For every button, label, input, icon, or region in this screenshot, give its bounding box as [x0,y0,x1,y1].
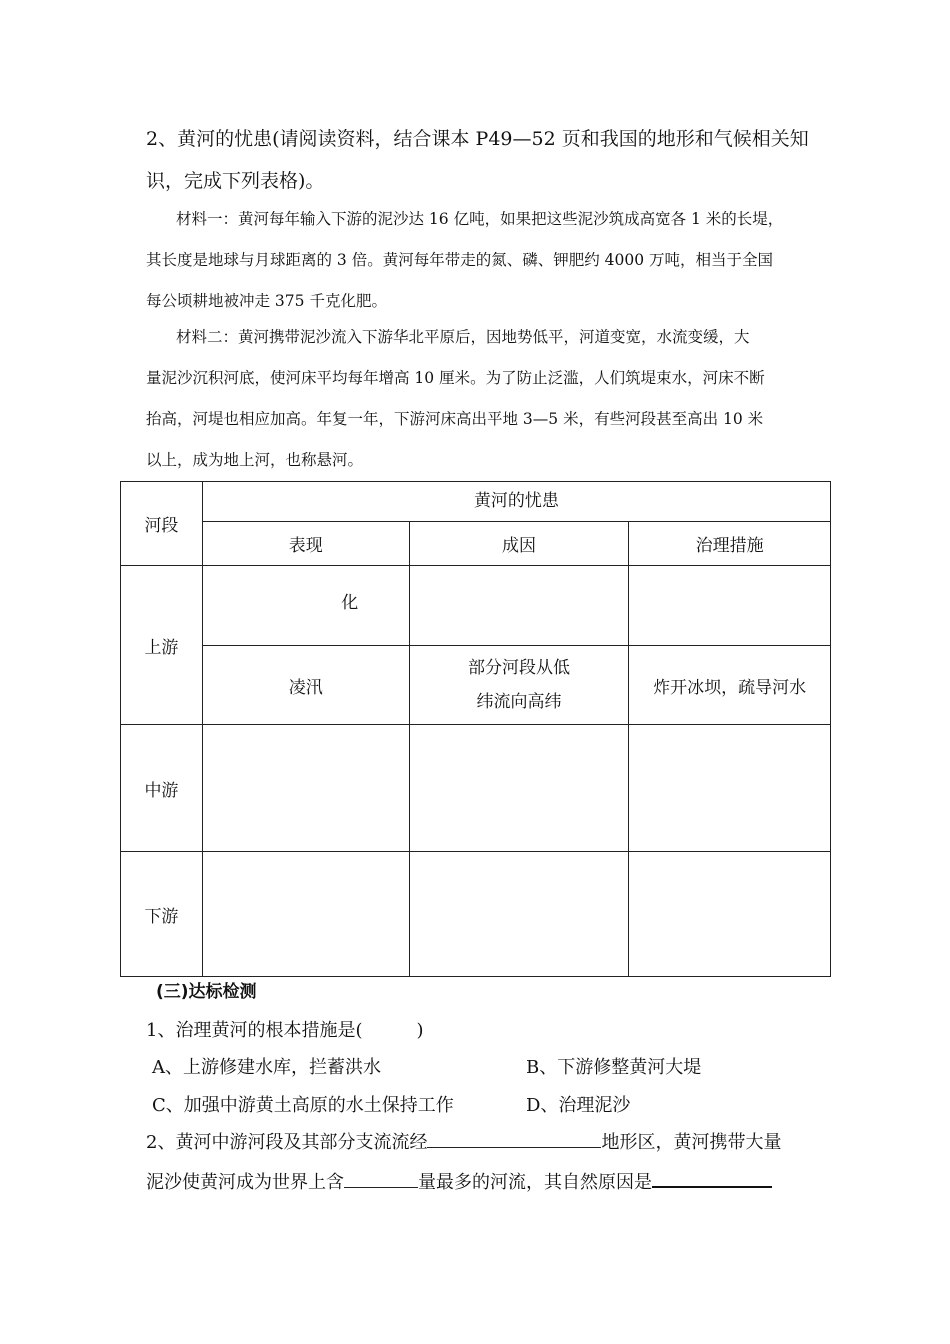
q1-option-c[interactable]: C、加强中游黄土高原的水土保持工作 [152,1095,454,1116]
upper-row1-measure[interactable] [629,566,831,646]
header-section: 河段 [121,482,203,566]
lower-manifestation[interactable] [202,852,409,977]
upper-row2-measure: 炸开冰坝，疏导河水 [629,646,831,725]
upper-row1-manifestation-text: 化 [341,593,359,613]
material2-line1: 材料二：黄河携带泥沙流入下游华北平原后，因地势低平，河道变宽，水流变缓，大 [176,328,750,346]
q1-stem: 1、治理黄河的根本措施是( ) [146,1020,424,1041]
question2-title-line2: 识，完成下列表格)。 [146,170,325,192]
upper-row2-manifestation: 凌汛 [202,646,409,725]
q2-blank-reason[interactable] [652,1168,772,1188]
q2-blank-landform[interactable] [427,1129,601,1148]
material1-line2: 其长度是地球与月球距离的 3 倍。黄河每年带走的氮、磷、钾肥约 4000 万吨，相当于全国 [146,251,774,269]
upper-row2-cause-line1: 部分河段从低 [467,658,570,678]
q2-part4: 量最多的河流，其自然原因是 [418,1172,652,1193]
q1-option-b[interactable]: B、下游修整黄河大堤 [526,1057,702,1078]
row-label-lower: 下游 [121,852,203,977]
lower-cause[interactable] [409,852,629,977]
q2-line1 [146,1128,781,1154]
upper-row1-manifestation[interactable] [202,566,409,646]
q2-part1: 2、黄河中游河段及其部分支流流经 [146,1132,428,1153]
row-label-upper: 上游 [121,566,203,725]
upper-row1-cause[interactable] [409,566,629,646]
q1-option-d[interactable]: D、治理泥沙 [526,1095,631,1116]
q2-blank-content[interactable] [344,1169,418,1188]
q2-part3: 泥沙使黄河成为世界上含 [146,1172,344,1193]
middle-cause[interactable] [409,725,629,852]
lower-measure[interactable] [629,852,831,977]
q1-option-a[interactable]: A、上游修建水库，拦蓄洪水 [152,1057,381,1078]
material2-line3: 抬高，河堤也相应加高。年复一年，下游河床高出平地 3—5 米，有些河段甚至高出 10 米 [146,410,764,428]
header-manifestation: 表现 [202,522,409,566]
middle-measure[interactable] [629,725,831,852]
material1-line1: 材料一：黄河每年输入下游的泥沙达 16 亿吨，如果把这些泥沙筑成高宽各 1 米的长堤， [176,210,784,228]
header-cause: 成因 [409,522,629,566]
q2-part2: 地形区，黄河携带大量 [601,1132,782,1153]
q2-line2 [146,1168,772,1194]
upper-row2-cause [409,646,629,725]
header-problems: 黄河的忧患 [202,482,830,522]
header-measure: 治理措施 [629,522,831,566]
upper-row2-cause-line2: 纬流向高纬 [476,692,562,712]
material1-line3: 每公顷耕地被冲走 375 千克化肥。 [146,292,387,310]
yellow-river-problems-table [120,481,831,977]
material2-line4: 以上，成为地上河，也称悬河。 [146,451,364,469]
section3-title: (三)达标检测 [156,982,257,1002]
material2-line2: 量泥沙沉积河底，使河床平均每年增高 10 厘米。为了防止泛滥，人们筑堤束水，河床不断 [146,369,765,387]
row-label-middle: 中游 [121,725,203,852]
middle-manifestation[interactable] [202,725,409,852]
question2-title-line1: 2、黄河的忧患(请阅读资料，结合课本 P49—52 页和我国的地形和气候相关知 [146,128,809,150]
